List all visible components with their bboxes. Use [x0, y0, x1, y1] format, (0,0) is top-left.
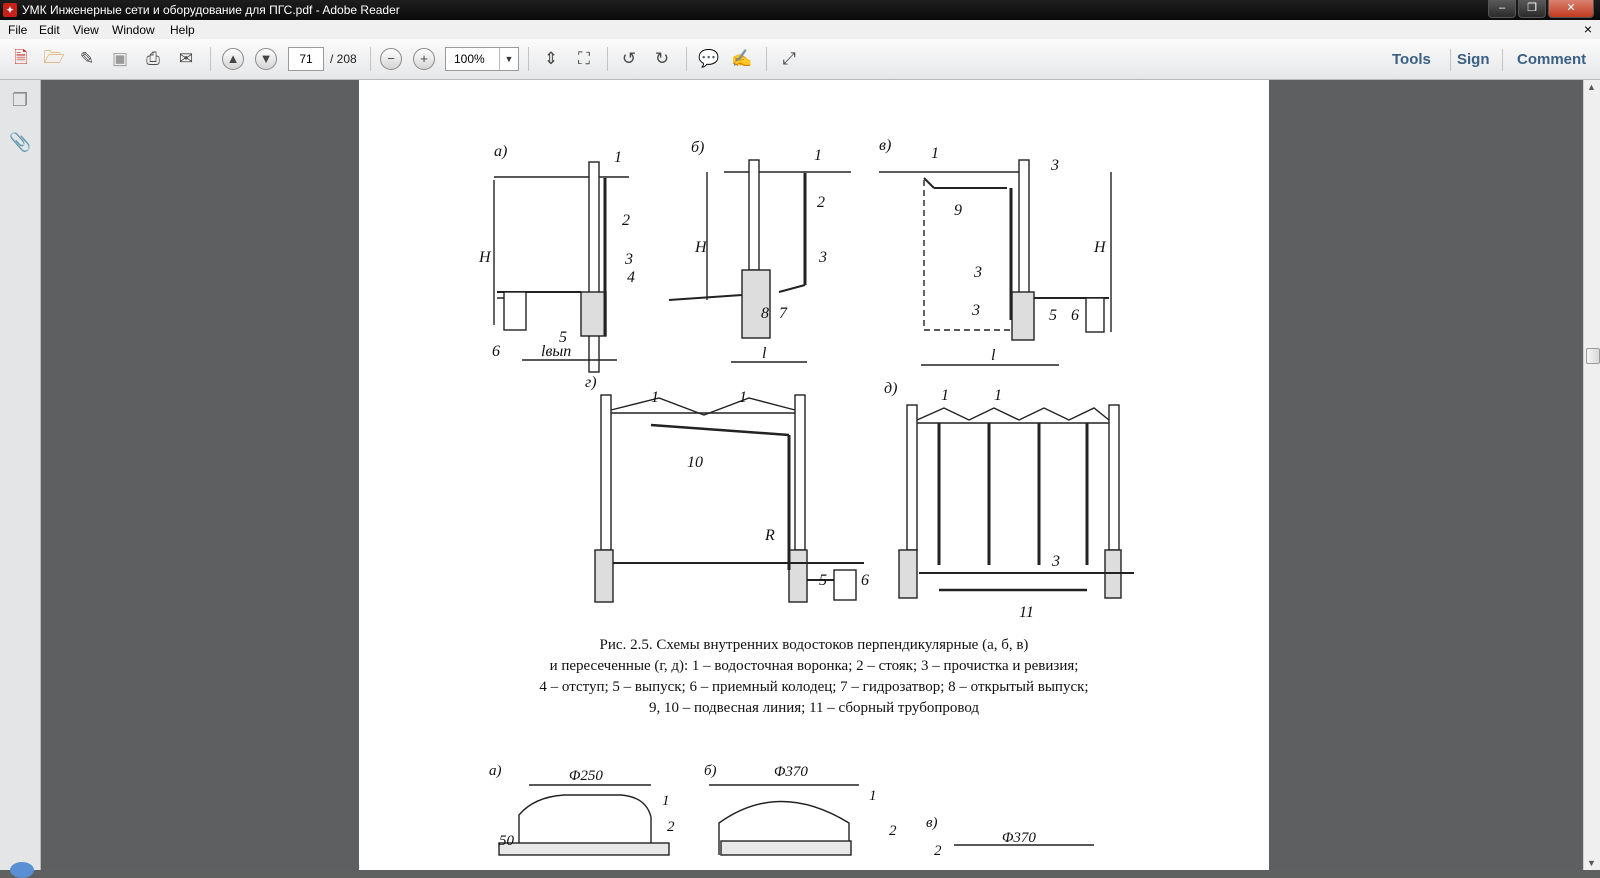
- expand-icon[interactable]: ⤢: [782, 49, 796, 68]
- page-number-input[interactable]: 71: [288, 47, 324, 71]
- highlight-icon[interactable]: ✍: [731, 49, 753, 68]
- window-controls: [1488, 0, 1594, 18]
- navigation-pane: [0, 80, 41, 870]
- panel-label-b: б): [691, 139, 705, 156]
- figure-roof-funnels: [359, 745, 1269, 875]
- edit-document-icon[interactable]: ✎: [79, 49, 95, 68]
- toolbar-separator: [607, 47, 608, 71]
- window-title: УМК Инженерные сети и оборудование для ПГС.pdf - Adobe Reader: [22, 3, 400, 17]
- zoom-out-icon[interactable]: −: [378, 47, 404, 71]
- label-a-lvyp: lвып: [541, 343, 572, 360]
- label-fig2-1: 1: [662, 793, 670, 809]
- toolbar-separator: [528, 47, 529, 71]
- label-v-1: 1: [931, 145, 939, 162]
- close-window-button[interactable]: ✕: [1548, 0, 1594, 18]
- label-b-1: 1: [814, 147, 822, 164]
- label-a-2: 2: [622, 212, 630, 229]
- label-fig2-2c: 2: [934, 843, 942, 859]
- rotate-counterclockwise-icon[interactable]: ↺: [621, 49, 637, 68]
- minimize-button[interactable]: –: [1488, 0, 1516, 18]
- caption-line-2: и пересеченные (г, д): 1 – водосточная воронка; 2 – стояк; 3 – прочистка и ревизия;: [549, 658, 1079, 674]
- fit-page-icon[interactable]: ⛶: [578, 49, 590, 68]
- label-g-6: 6: [861, 572, 869, 589]
- label-b-l: l: [762, 345, 767, 362]
- scroll-down-icon[interactable]: ▼: [1587, 858, 1596, 868]
- panel-label-a: а): [494, 143, 508, 160]
- scrollbar-thumb[interactable]: [1586, 348, 1600, 364]
- menu-window[interactable]: Window: [112, 23, 155, 37]
- maximize-button[interactable]: ❐: [1518, 0, 1546, 18]
- label-b-8: 8: [761, 305, 769, 322]
- page-thumbnails-icon[interactable]: ❐: [11, 90, 29, 110]
- panel-label-d: д): [884, 380, 898, 397]
- help-bubble-icon[interactable]: [10, 862, 34, 878]
- toolbar-separator: [1450, 49, 1451, 71]
- chevron-down-icon[interactable]: ▼: [499, 48, 518, 70]
- label-v-H: H: [1094, 239, 1106, 256]
- caption-line-4: 9, 10 – подвесная линия; 11 – сборный трубопровод: [648, 700, 980, 716]
- page-total: / 208: [330, 52, 357, 66]
- toolbar-separator: [766, 47, 767, 71]
- label-b-7: 7: [779, 305, 787, 322]
- dim-250: Φ250: [569, 768, 603, 784]
- label-b-2: 2: [817, 194, 825, 211]
- adobe-reader-icon: ✦: [3, 3, 17, 17]
- label-fig2-2: 2: [667, 819, 675, 835]
- dim-50: 50: [499, 833, 514, 849]
- menu-file[interactable]: File: [8, 23, 28, 37]
- zoom-value: 100%: [454, 52, 485, 66]
- close-document-button[interactable]: ×: [1583, 21, 1592, 37]
- toolbar: [0, 39, 1600, 80]
- title-bar: [0, 0, 1600, 20]
- label-d-1b: 1: [994, 387, 1002, 404]
- label-fig2-2b: 2: [889, 823, 897, 839]
- label-v-3: 3: [1051, 157, 1059, 174]
- comment-button[interactable]: Comment: [1517, 51, 1587, 68]
- rotate-clockwise-icon[interactable]: ↻: [654, 49, 670, 68]
- sticky-note-icon[interactable]: 💬: [698, 49, 720, 68]
- label-b-H: H: [695, 239, 707, 256]
- panel-label-fig2-v: в): [926, 815, 938, 831]
- label-a-3: 3: [625, 251, 633, 268]
- label-a-6: 6: [492, 343, 500, 360]
- previous-page-icon[interactable]: ▲: [220, 47, 246, 71]
- scroll-up-icon[interactable]: ▲: [1587, 82, 1596, 92]
- menu-bar: [0, 20, 1600, 39]
- label-g-1: 1: [651, 389, 659, 406]
- fit-width-icon[interactable]: ⇕: [543, 49, 559, 68]
- menu-edit[interactable]: Edit: [39, 23, 60, 37]
- toolbar-separator: [210, 47, 211, 71]
- next-page-icon[interactable]: ▼: [253, 47, 279, 71]
- print-icon[interactable]: ⎙: [146, 49, 160, 68]
- label-v-3b: 3: [974, 264, 982, 281]
- label-b-3: 3: [819, 249, 827, 266]
- zoom-in-icon[interactable]: +: [411, 47, 437, 71]
- label-a-H: H: [479, 249, 491, 266]
- toolbar-separator: [1502, 49, 1503, 71]
- create-pdf-icon[interactable]: 🗎: [14, 47, 28, 67]
- save-icon[interactable]: ▣: [111, 49, 129, 68]
- panel-label-v: в): [879, 137, 892, 154]
- pdf-page: [359, 80, 1269, 870]
- label-d-11: 11: [1019, 604, 1034, 621]
- label-g-R: R: [765, 527, 775, 544]
- label-g-5: 5: [819, 572, 827, 589]
- label-a-5: 5: [559, 329, 567, 346]
- attachments-icon[interactable]: 📎: [9, 132, 32, 152]
- label-v-9: 9: [954, 202, 962, 219]
- dim-370: Φ370: [774, 764, 808, 780]
- label-d-1: 1: [941, 387, 949, 404]
- label-v-5: 5: [1049, 307, 1057, 324]
- figure-drainage-schemes: [359, 80, 1269, 630]
- panel-label-fig2-b: б): [704, 763, 717, 779]
- label-d-3: 3: [1052, 553, 1060, 570]
- vertical-scrollbar[interactable]: [1583, 80, 1600, 870]
- panel-label-g: г): [585, 374, 597, 391]
- zoom-select[interactable]: [445, 47, 519, 71]
- panel-label-fig2-a: а): [489, 763, 502, 779]
- label-g-1b: 1: [739, 389, 747, 406]
- label-v-l: l: [991, 347, 996, 364]
- email-icon[interactable]: ✉: [178, 49, 194, 68]
- tools-button[interactable]: Tools: [1392, 51, 1431, 68]
- toolbar-separator: [686, 47, 687, 71]
- dim-370b: Φ370: [1002, 830, 1036, 846]
- figure-caption: [359, 635, 1269, 719]
- label-v-6: 6: [1071, 307, 1079, 324]
- toolbar-separator: [370, 47, 371, 71]
- label-a-1: 1: [614, 149, 622, 166]
- open-file-icon[interactable]: 🗁: [43, 47, 65, 67]
- label-a-4: 4: [627, 269, 635, 286]
- label-g-10: 10: [687, 454, 703, 471]
- menu-view[interactable]: View: [73, 23, 99, 37]
- menu-help[interactable]: Help: [170, 23, 195, 37]
- sign-button[interactable]: Sign: [1457, 51, 1490, 68]
- label-v-3c: 3: [972, 302, 980, 319]
- caption-line-1: Рис. 2.5. Схемы внутренних водостоков перпендикулярные (а, б, в): [599, 637, 1029, 653]
- label-fig2-1b: 1: [869, 788, 877, 804]
- caption-line-3: 4 – отступ; 5 – выпуск; 6 – приемный колодец; 7 – гидрозатвор; 8 – открытый выпуск;: [539, 679, 1089, 695]
